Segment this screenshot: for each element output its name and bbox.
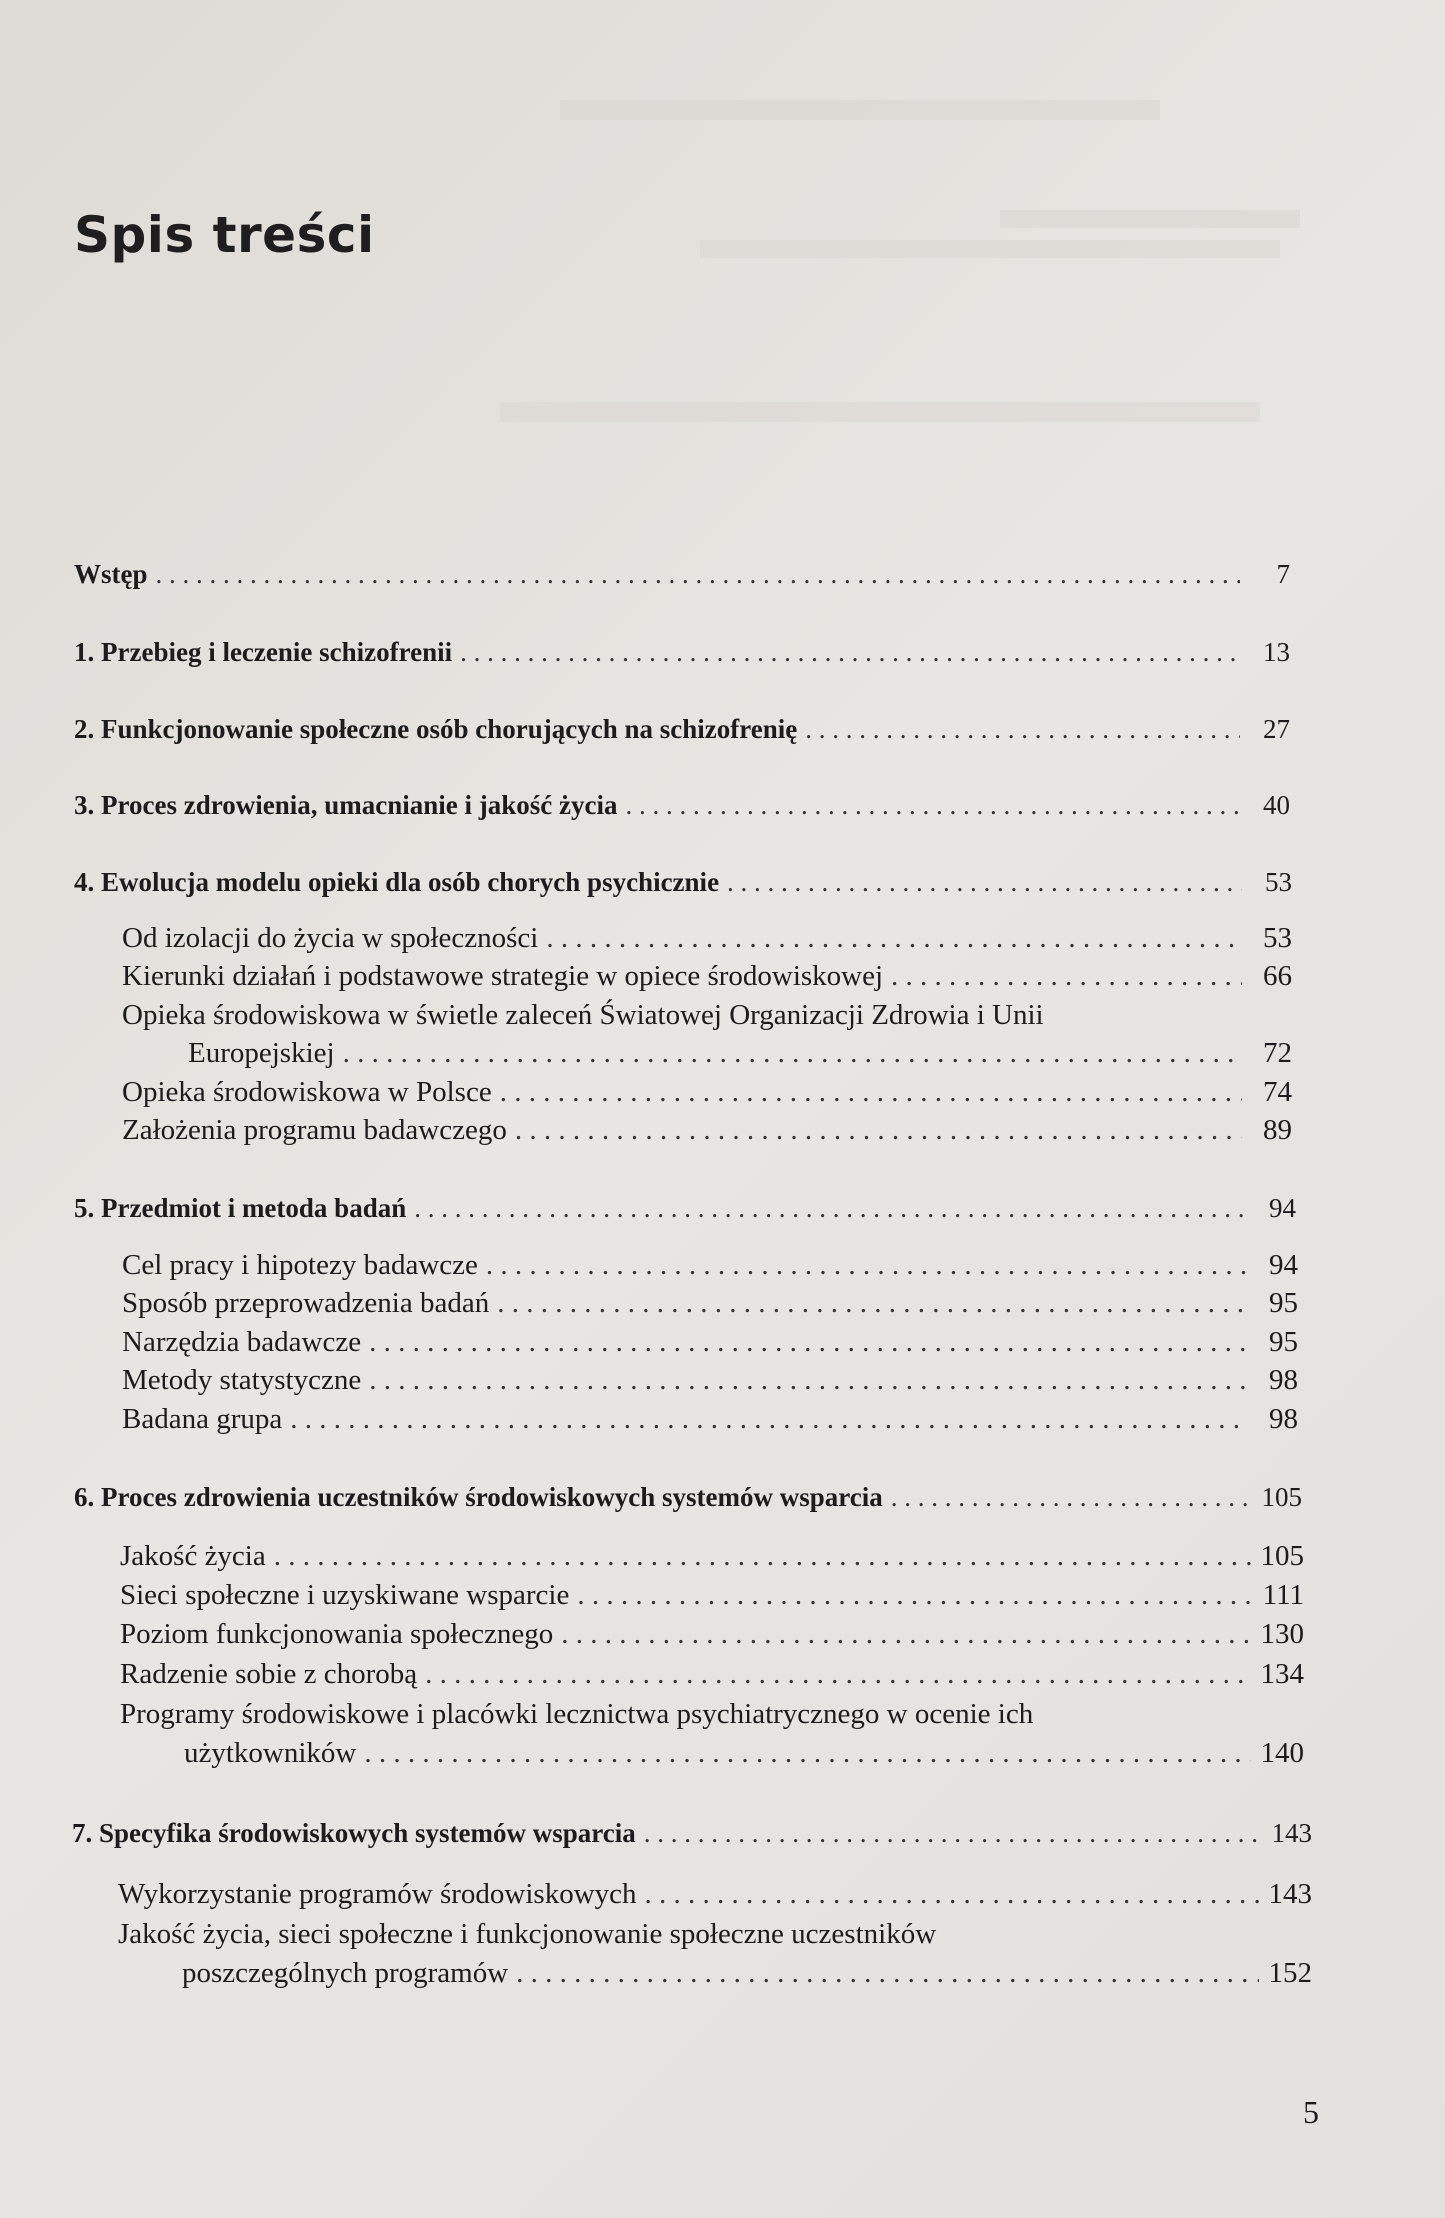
dot-leader xyxy=(343,1035,1242,1071)
toc-page: 53 xyxy=(1263,922,1292,954)
dot-leader xyxy=(290,1401,1248,1437)
toc-label: 1. Przebieg i leczenie schizofrenii xyxy=(74,637,453,667)
toc-entry-chapter-6 xyxy=(74,1479,1302,1515)
toc-entry-chapter-7 xyxy=(72,1815,1312,1851)
toc-page: 40 xyxy=(1263,790,1290,820)
dot-leader xyxy=(546,920,1242,956)
toc-label: Kierunki działań i podstawowe strategie w opiece środowiskowej xyxy=(122,960,884,992)
toc-label: 7. Specyfika środowiskowych systemów wsparcia xyxy=(72,1818,636,1848)
toc-label: Założenia programu badawczego xyxy=(122,1114,507,1146)
toc-label: poszczególnych programów xyxy=(182,1957,509,1989)
dot-leader xyxy=(156,556,1241,592)
toc-subentry xyxy=(122,1324,1298,1360)
toc-subentry xyxy=(120,1577,1304,1613)
toc-page: 134 xyxy=(1260,1658,1304,1690)
dot-leader xyxy=(364,1735,1250,1771)
toc-page: 111 xyxy=(1262,1579,1304,1611)
dot-leader xyxy=(727,864,1242,900)
toc-label: 3. Proces zdrowienia, umacnianie i jakość życia xyxy=(74,790,618,820)
dot-leader xyxy=(497,1285,1248,1321)
toc-label: Badana grupa xyxy=(122,1403,283,1435)
toc-label: Od izolacji do życia w społeczności xyxy=(122,922,539,954)
toc-subentry xyxy=(184,1735,1304,1771)
toc-page: 89 xyxy=(1263,1114,1292,1146)
toc-subentry-first-line: Programy środowiskowe i placówki lecznictwa psychiatrycznego w ocenie ich xyxy=(120,1698,1034,1730)
dot-leader xyxy=(460,634,1240,670)
dot-leader xyxy=(645,1876,1259,1912)
toc-subentry xyxy=(182,1955,1312,1991)
toc-label: 5. Przedmiot i metoda badań xyxy=(74,1193,407,1223)
toc-page: 98 xyxy=(1269,1364,1298,1396)
toc-entry-chapter-3 xyxy=(74,787,1290,823)
dot-leader xyxy=(414,1190,1246,1226)
toc-label: Europejskiej xyxy=(188,1037,335,1069)
toc-subentry-first-line: Jakość życia, sieci społeczne i funkcjonowanie społeczne uczestników xyxy=(118,1918,937,1950)
toc-page: 95 xyxy=(1269,1326,1298,1358)
dot-leader xyxy=(577,1577,1252,1613)
dot-leader xyxy=(274,1538,1251,1574)
toc-label: Sposób przeprowadzenia badań xyxy=(122,1287,490,1319)
toc-subentry xyxy=(122,1401,1298,1437)
bleed-through-shadow xyxy=(700,240,1280,258)
toc-subentry xyxy=(122,1247,1298,1283)
toc-subentry xyxy=(122,1285,1298,1321)
toc-subentry xyxy=(122,958,1292,994)
toc-label: Metody statystyczne xyxy=(122,1364,362,1396)
toc-label: użytkowników xyxy=(184,1737,357,1769)
dot-leader xyxy=(891,958,1242,994)
dot-leader xyxy=(625,787,1240,823)
toc-label: 4. Ewolucja modelu opieki dla osób chorych psychicznie xyxy=(74,867,720,897)
toc-page: 94 xyxy=(1269,1193,1296,1223)
dot-leader xyxy=(369,1324,1248,1360)
toc-page: 130 xyxy=(1260,1618,1304,1650)
toc-subentry xyxy=(122,1362,1298,1398)
toc-label: Sieci społeczne i uzyskiwane wsparcie xyxy=(120,1579,570,1611)
dot-leader xyxy=(891,1479,1252,1515)
page-number: 5 xyxy=(1303,2094,1319,2130)
toc-label: Wstęp xyxy=(74,559,148,589)
page-title: Spis treści xyxy=(74,206,375,264)
toc-label: Wykorzystanie programów środowiskowych xyxy=(118,1878,637,1910)
toc-page: 95 xyxy=(1269,1287,1298,1319)
toc-label: Radzenie sobie z chorobą xyxy=(120,1658,418,1690)
bleed-through-shadow xyxy=(1000,210,1300,228)
toc-page: 13 xyxy=(1263,637,1290,667)
toc-page: 53 xyxy=(1265,867,1292,897)
toc-label: Poziom funkcjonowania społecznego xyxy=(120,1618,554,1650)
toc-subentry xyxy=(120,1538,1304,1574)
toc-page: 143 xyxy=(1268,1878,1312,1910)
toc-entry-chapter-2 xyxy=(74,711,1290,747)
toc-page: 143 xyxy=(1271,1818,1312,1848)
bleed-through-shadow xyxy=(560,100,1160,120)
toc-subentry xyxy=(118,1876,1312,1912)
toc-label: 2. Funkcjonowanie społeczne osób chorujących na schizofrenię xyxy=(74,714,798,744)
toc-entry-chapter-1 xyxy=(74,634,1290,670)
toc-page: 72 xyxy=(1263,1037,1292,1069)
dot-leader xyxy=(486,1247,1248,1283)
toc-entry-chapter-4 xyxy=(74,864,1292,900)
toc-subentry xyxy=(120,1656,1304,1692)
dot-leader xyxy=(561,1616,1250,1652)
toc-page: 74 xyxy=(1263,1076,1292,1108)
bleed-through-shadow xyxy=(500,402,1260,422)
toc-page: 98 xyxy=(1269,1403,1298,1435)
toc-page: 105 xyxy=(1260,1540,1304,1572)
toc-label: Narzędzia badawcze xyxy=(122,1326,362,1358)
toc-entry-wstep xyxy=(74,556,1290,592)
toc-page: 94 xyxy=(1269,1249,1298,1281)
dot-leader xyxy=(515,1112,1242,1148)
dot-leader xyxy=(805,711,1240,747)
dot-leader xyxy=(500,1074,1242,1110)
toc-label: Opieka środowiskowa w Polsce xyxy=(122,1076,492,1108)
toc-page: 27 xyxy=(1263,714,1290,744)
toc-label: Cel pracy i hipotezy badawcze xyxy=(122,1249,478,1281)
dot-leader xyxy=(644,1815,1262,1851)
toc-page: 105 xyxy=(1261,1482,1302,1512)
dot-leader xyxy=(516,1955,1258,1991)
toc-subentry xyxy=(120,1616,1304,1652)
toc-page: 152 xyxy=(1268,1957,1312,1989)
toc-subentry xyxy=(122,1112,1292,1148)
toc-subentry xyxy=(122,1074,1292,1110)
toc-label: Jakość życia xyxy=(120,1540,266,1572)
toc-subentry-first-line: Opieka środowiskowa w świetle zaleceń Światowej Organizacji Zdrowia i Unii xyxy=(122,999,1044,1031)
toc-subentry xyxy=(122,920,1292,956)
toc-subentry xyxy=(188,1035,1292,1071)
toc-page: 7 xyxy=(1276,559,1290,589)
dot-leader xyxy=(369,1362,1248,1398)
toc-page: 140 xyxy=(1260,1737,1304,1769)
toc-label: 6. Proces zdrowienia uczestników środowiskowych systemów wsparcia xyxy=(74,1482,883,1512)
toc-page: 66 xyxy=(1263,960,1292,992)
toc-entry-chapter-5 xyxy=(74,1190,1296,1226)
dot-leader xyxy=(425,1656,1250,1692)
